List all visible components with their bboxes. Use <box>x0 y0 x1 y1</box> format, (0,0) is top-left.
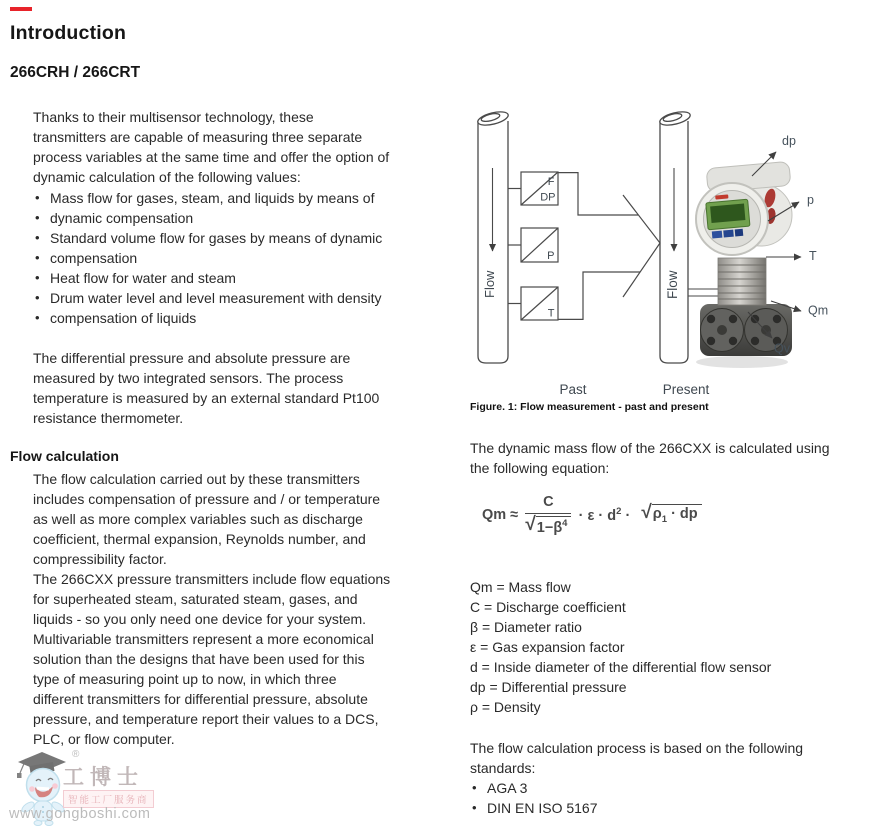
radical-sign: √ <box>641 502 652 524</box>
intro-bullet-list <box>33 188 382 328</box>
definition-line: C = Discharge coefficient <box>470 599 626 615</box>
gongboshi-watermark <box>6 749 166 829</box>
text-line: Thanks to their multisensor technology, these <box>33 109 314 125</box>
definition-line: Qm = Mass flow <box>470 579 571 595</box>
text-line: The 266CXX pressure transmitters include flow equations <box>33 571 391 587</box>
equation-intro <box>470 438 830 478</box>
label-dp: dp <box>782 134 796 148</box>
era-labels <box>559 382 709 397</box>
watermark-url: www.gongboshi.com <box>9 806 151 822</box>
text-line: liquids - so you only need one device for your system. <box>33 611 367 627</box>
text-line: measured by two integrated sensors. The process <box>33 370 344 386</box>
sensors-paragraph <box>33 348 379 428</box>
transmitter-photo <box>696 161 792 368</box>
definition-line: dp = Differential pressure <box>470 679 627 695</box>
figure-1-diagram <box>470 108 884 400</box>
rho-subscript: 1 <box>661 514 668 526</box>
bullet-item: • Standard volume flow for gases by means of dynamic <box>33 228 382 248</box>
text-line: solution than the designs that have been used for this <box>33 651 365 667</box>
impulse-lines <box>688 289 722 296</box>
present-label: Present <box>662 382 710 397</box>
sqrt-radicand-rest: · dp <box>667 506 698 523</box>
text-line: includes compensation of pressure and / or temperature <box>33 491 381 507</box>
text-line: transmitters are capable of measuring three separate <box>33 129 363 145</box>
registered-mark: ® <box>72 749 80 760</box>
model-subheading: 266CRH / 266CRT <box>10 64 141 81</box>
text-line: The dynamic mass flow of the 266CXX is calculated using <box>470 440 830 456</box>
flow-calculation-heading: Flow calculation <box>10 448 119 464</box>
past-label: Past <box>559 382 587 397</box>
bullet-item: • compensation <box>33 248 382 268</box>
text-line: PLC, or flow computer. <box>33 731 175 747</box>
text-line: resistance thermometer. <box>33 410 184 426</box>
page-title: Introduction <box>10 22 127 44</box>
bullet-item: • compensation of liquids <box>33 308 382 328</box>
text-line: the following equation: <box>470 460 610 476</box>
sqrt-radicand: ρ <box>652 506 662 523</box>
text-line: type of measuring point up to now, in which three <box>33 671 337 687</box>
merge-arrow <box>558 173 660 320</box>
standards-intro <box>470 738 803 778</box>
bullet-item: • dynamic compensation <box>33 208 382 228</box>
text-line: Multivariable transmitters represent a more economical <box>33 631 374 647</box>
box-label-t: T <box>547 307 555 320</box>
denominator-exponent: 4 <box>562 518 568 529</box>
box-label-dp: DP <box>540 191 556 204</box>
accent-dash <box>10 7 32 11</box>
text-line: dynamic calculation of the following values: <box>33 169 301 185</box>
figure-caption: Figure. 1: Flow measurement - past and present <box>470 401 709 413</box>
flow-label-present: Flow <box>665 270 680 299</box>
text-line: compressibility factor. <box>33 551 167 567</box>
intro-paragraph <box>33 107 389 187</box>
bullet-item: • DIN EN ISO 5167 <box>470 798 598 818</box>
label-qm: Qm <box>808 303 829 318</box>
d-exponent: 2 <box>616 506 622 517</box>
text-line: The flow calculation process is based on the following <box>470 740 804 756</box>
definition-line: ρ = Density <box>470 699 541 715</box>
text-line: for superheated steam, saturated steam, gases, and <box>33 591 358 607</box>
label-qv: Qv <box>774 341 790 356</box>
denominator-radicand: 1−β <box>536 519 563 536</box>
bullet-item: • Heat flow for water and steam <box>33 268 382 288</box>
text-line: The differential pressure and absolute pressure are <box>33 350 351 366</box>
flow-label-past: Flow <box>482 270 497 298</box>
definition-line: d = Inside diameter of the differential flow sensor <box>470 659 772 675</box>
text-line: standards: <box>470 760 536 776</box>
flow-calc-paragraph-2 <box>33 569 390 749</box>
symbol-definitions <box>470 577 771 717</box>
label-t: T <box>809 249 817 263</box>
flow-calc-paragraph-1 <box>33 469 380 569</box>
text-line: process variables at the same time and offer the option of <box>33 149 390 165</box>
definition-line: ε = Gas expansion factor <box>470 639 625 655</box>
fraction-denominator <box>525 513 571 536</box>
equation-fraction <box>525 494 571 536</box>
standards-bullet-list <box>470 778 598 818</box>
box-label-f: F <box>547 176 555 188</box>
text-line: coefficient, thermal expansion, Reynolds number, and <box>33 531 366 547</box>
radical-sign: √ <box>525 514 536 535</box>
bullet-item: • AGA 3 <box>470 778 598 798</box>
definition-line: β = Diameter ratio <box>470 619 582 635</box>
equation-sqrt-term <box>641 504 701 525</box>
equation-lhs: Qm ≈ <box>482 506 519 523</box>
middle-terms: · ε · d <box>578 507 617 524</box>
bullet-item: • Mass flow for gases, steam, and liquids by means of <box>33 188 382 208</box>
equation-middle <box>579 506 635 524</box>
label-p: p <box>807 193 814 207</box>
text-line: pressure, and temperature report their values to a DCS, <box>33 711 379 727</box>
bullet-item: • Drum water level and level measurement with density <box>33 288 382 308</box>
watermark-tagline: 智能工厂服务商 <box>63 790 154 808</box>
text-line: different transmitters for differential pressure, absolute <box>33 691 368 707</box>
text-line: temperature is measured by an external standard Pt100 <box>33 390 380 406</box>
mass-flow-equation <box>482 494 702 536</box>
text-line: The flow calculation carried out by these transmitters <box>33 471 360 487</box>
pipe-present <box>659 109 692 363</box>
watermark-brand: 工博士 <box>63 764 144 789</box>
fraction-numerator: C <box>543 494 554 510</box>
dot-operator: · <box>621 507 635 524</box>
text-line: as well as more complex variables such as discharge <box>33 511 363 527</box>
box-label-p: P <box>547 250 555 262</box>
